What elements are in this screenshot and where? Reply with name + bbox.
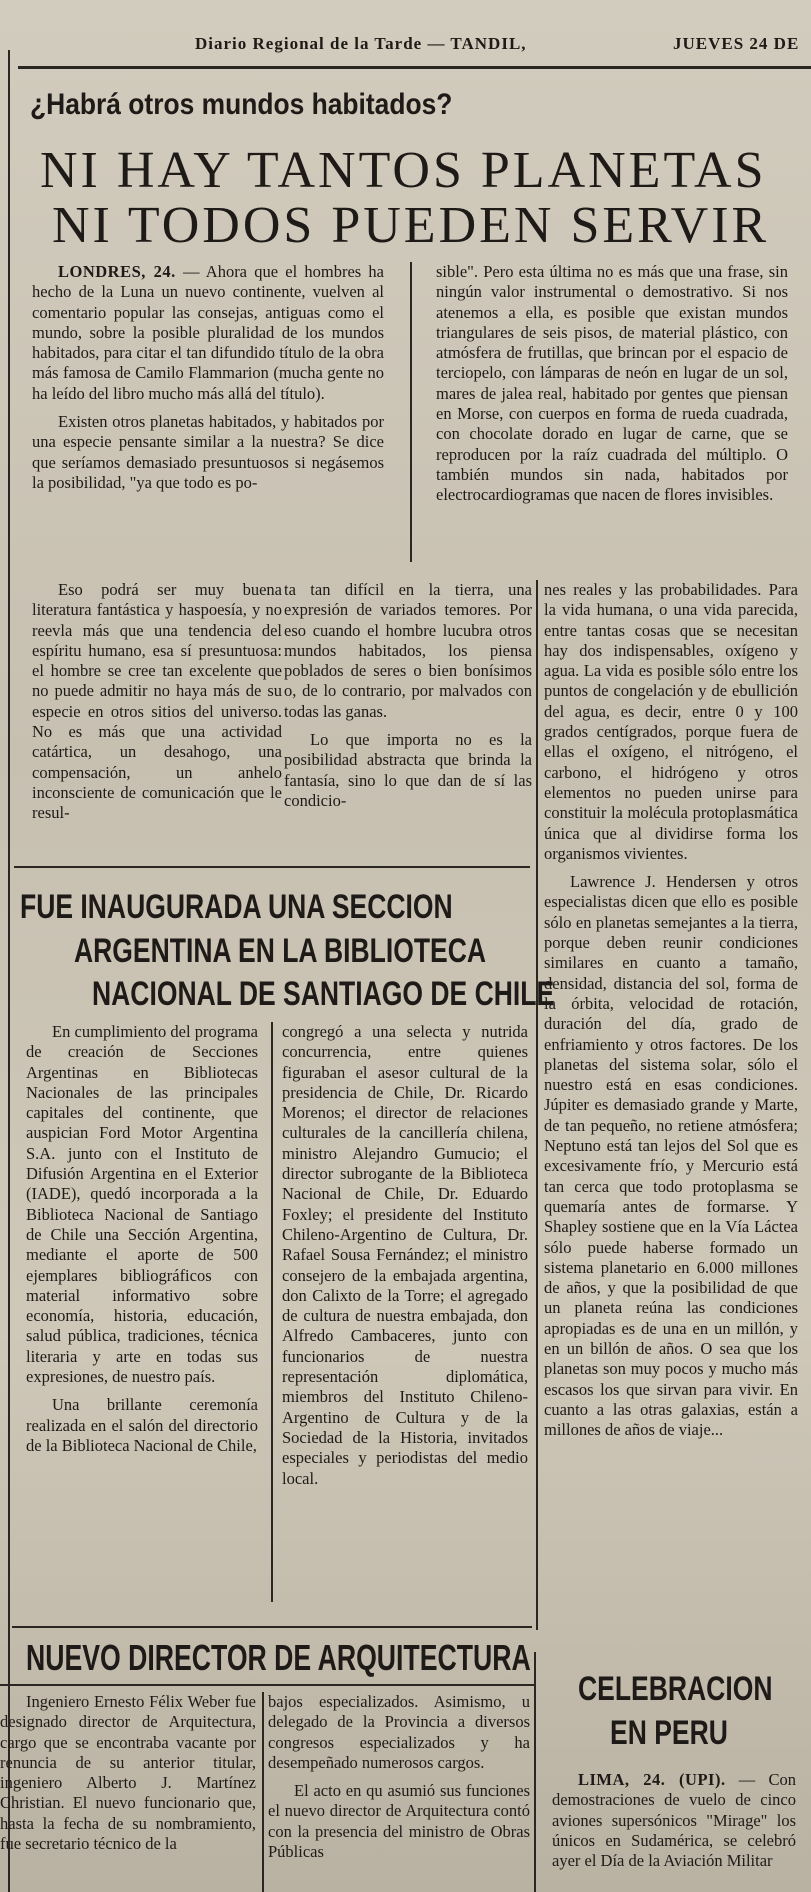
- article4-headline-line2: EN PERU: [610, 1714, 728, 1752]
- article1-column-1: [32, 262, 384, 564]
- article4-headline-line1: CELEBRACION: [578, 1670, 773, 1708]
- article2-col2-p1: congregó a una selecta y nutrida concurrencia, entre quienes figuraban el asesor cultural de la presidencia de Chile, Dr. Ricardo Morenos; el director de relaciones culturales de la cancillería chilena, ministro Alejandro Gumucio; el director subrogante de la Biblioteca Nacional de Chile, Dr. Eduardo Foxley; el presidente del Instituto Chileno-Argentino de Cultura, Dr. Rafael Sousa Fernández; el ministro consejero de la embajada argentina, don Calixto de la Torre; el agregado de cultura de nuestra embajada, don Alfredo Cambaceres, junto con funcionarios de nuestra representación diplomática, miembros del Instituto Chileno-Argentino de Cultura y de la Sociedad de la Historia, invitados especiales y periodistas del medio local.: [282, 1022, 528, 1488]
- section-rule: [0, 1684, 534, 1686]
- article2-col1-p2: Una brillante ceremonía realizada en el salón del directorio de la Biblioteca Nacional de Chile,: [26, 1395, 258, 1455]
- article1-column-3: [32, 580, 282, 848]
- article3-column-2: [268, 1692, 530, 1892]
- article1-col4-p1: ta tan difícil en la tierra, una expresión de variados temores. Por eso cuando el hombre lucubra otros mundos habitados, los piensa poblados de seres o bien bonísimos o, de lo contrario, por malvados con todas las ganas.: [284, 580, 532, 721]
- column-rule: [410, 262, 412, 562]
- article1-col2-p1: sible". Pero esta última no es más que una frase, sin ningún valor instrumental o demostrativo. Si nos atenemos a ella, es posible que existan mundos triangulares de seis pisos, de material plástico, con atmósfera de frutillas, que brincan por el espacio de terciopelo, con lámparas de neón en lugar de un sol, mares de jalea real, habitado por gentes que piensan en Morse, con cuerpos en forma de rueda cuadrada, con chocolate dorado en lugar de carne, que se reproducen por la raíz cuadrada del múltiplo. O también mundos sin nada, habitados por electrocardiogramas que nacen de flores invisibles.: [436, 262, 788, 505]
- article1-column-2: [436, 262, 788, 564]
- article2-headline-line3: NACIONAL DE SANTIAGO DE CHILE: [92, 975, 555, 1013]
- article2-column-2: [282, 1022, 528, 1612]
- article3-col2-p2: El acto en qu asumió sus funciones el nuevo director de Arquitectura contó con la presencia del ministro de Obras Públicas: [268, 1781, 530, 1862]
- article2-col1-p1: En cumplimiento del programa de creación de Secciones Argentinas en Bibliotecas Nacionales de las principales capitales del continente, que auspician Ford Motor Argentina S.A. junto con el Instituto de Difusión Argentina en el Exterior (IADE), quedó incorporada a la Biblioteca Nacional de Santiago de Chile una Sección Argentina, mediante el aporte de 500 ejemplares bibliográficos con material informativo sobre economía, historia, educación, salud pública, tradiciones, técnica literaria y arte en todas sus expresiones, de nuestro país.: [26, 1022, 258, 1387]
- section-rule: [12, 1626, 532, 1628]
- article1-col4-p2: Lo que importa no es la posibilidad abstracta que brinda la fantasía, sino lo que dan de sí las condicio-: [284, 730, 532, 810]
- article1-kicker: ¿Habrá otros mundos habitados?: [30, 88, 453, 121]
- header-date: JUEVES 24 DE: [673, 34, 800, 53]
- paper-name: Diario Regional de la Tarde — TANDIL,: [195, 34, 527, 53]
- section-rule: [14, 866, 530, 868]
- article1-column-4: [284, 580, 532, 848]
- article4-dateline: LIMA, 24. (UPI).: [578, 1770, 726, 1789]
- article1-col3-p1: Eso podrá ser muy buena literatura fantástica y haspoesía, y no reevla más que una tendencia del espíritu humano, esa sí presuntuosa: el hombre se cree tan excelente que no puede admitir no haya más de su especie en otros sitios del universo. No es más que una actividad catártica, un desahogo, una compensación, un anhelo inconsciente de comunicación que le resul-: [32, 580, 282, 823]
- article1-col1-p2: Existen otros planetas habitados, y habitados por una especie pensante similar a la nuestra? Se dice que seríamos demasiado presuntuosos si negásemos la posibilidad, "ya que todo es po-: [32, 412, 384, 492]
- article1-headline-line1: NI HAY TANTOS PLANETAS: [40, 142, 767, 199]
- article1-headline-line2: NI TODOS PUEDEN SERVIR: [52, 197, 770, 254]
- article1-col1-p1: — Ahora que el hombres ha hecho de la Luna un nuevo continente, vuelven al comentario popular las consejas, antiguas como el mundo, sobre la posible pluralidad de los mundos habitados, para citar el tan difundido título de la obra más famosa de Camilo Flammarion (mucha gente no ha leído del libro mucho más allá del título).: [32, 262, 384, 403]
- article1-col5-p2: Lawrence J. Hendersen y otros especialistas dicen que ello es posible sólo en planetas semejantes a la tierra, porque deben reunir condiciones similares en cuanto a tamaño, densidad, distancia del sol, forma de la órbita, velocidad de rotación, duración del día, grado de enfriamiento y otros factores. De los planetas del sistema solar, sólo el nuestro está en esas condiciones. Júpiter es demasiado grande y Marte, de tan pequeño, no retiene atmósfera; Neptuno está tan lejos del Sol que es excesivamente frío, y Mercurio está tan cerca que todo protoplasma se quemaría antes de formarse. Y Shapley sostiene que en la Vía Láctea sólo puede haberse formado un sistema planetario en 6.000 millones de años, y que la posibilidad de que un planeta reúna las condiciones apropiadas es de una en un millón, y en un billón de años. O sea que los planetas son muy pocos y mucho más escasos los que sirvan para vivir. En cuanto a las otras galaxias, están a millones de años de viaje...: [544, 872, 798, 1440]
- article4-col1-p1: — Con demostraciones de vuelo de cinco aviones supersónicos "Mirage" los únicos en Sudamérica, se celebró ayer el Día de la Aviación Militar: [552, 1770, 796, 1871]
- left-margin-rule: [8, 50, 10, 1892]
- article3-headline: NUEVO DIRECTOR DE ARQUITECTURA: [26, 1637, 531, 1678]
- article3-column-1: [0, 1692, 256, 1892]
- article2-headline-line2: ARGENTINA EN LA BIBLIOTECA: [74, 932, 487, 970]
- article1-col5-p1: nes reales y las probabilidades. Para la vida humana, o una vida parecida, entre tantas cosas que se necesitan hay dos indispensables, oxígeno y agua. La vida es posible sólo entre los puntos de congelación y de ebullición del agua, es decir, entre 0 y 100 grados centígrados, porque fuera de ellas el oxígeno, el nitrógeno, el carbono, el hidrógeno y otros elementos no pueden unirse para constituir la molécula protoplasmática única que al dividirse forma los organismos vivientes.: [544, 580, 798, 863]
- column-rule: [536, 580, 538, 1630]
- article1-dateline: LONDRES, 24.: [58, 262, 176, 281]
- article2-headline-line1: FUE INAUGURADA UNA SECCION: [20, 888, 453, 926]
- article1-column-5: [544, 580, 798, 1652]
- column-rule: [271, 1022, 273, 1602]
- article3-col2-p1: bajos especializados. Asimismo, u delegado de la Provincia a diversos congresos especializados y ha desempeñado numerosos cargos.: [268, 1692, 530, 1772]
- article4-column-1: [552, 1770, 796, 1892]
- article2-column-1: [26, 1022, 258, 1612]
- article3-col1-p1: Ingeniero Ernesto Félix Weber fue designado director de Arquitectura, cargo que se encontraba vacante por renuncia de su anterior titular, ingeniero Alberto J. Martínez Christian. El nuevo funcionario que, hasta la fecha de su nombramiento, fue secretario técnico de la: [0, 1692, 256, 1854]
- page-header: [195, 34, 811, 60]
- header-rule: [18, 66, 811, 69]
- column-rule: [534, 1652, 536, 1892]
- column-rule: [262, 1692, 264, 1892]
